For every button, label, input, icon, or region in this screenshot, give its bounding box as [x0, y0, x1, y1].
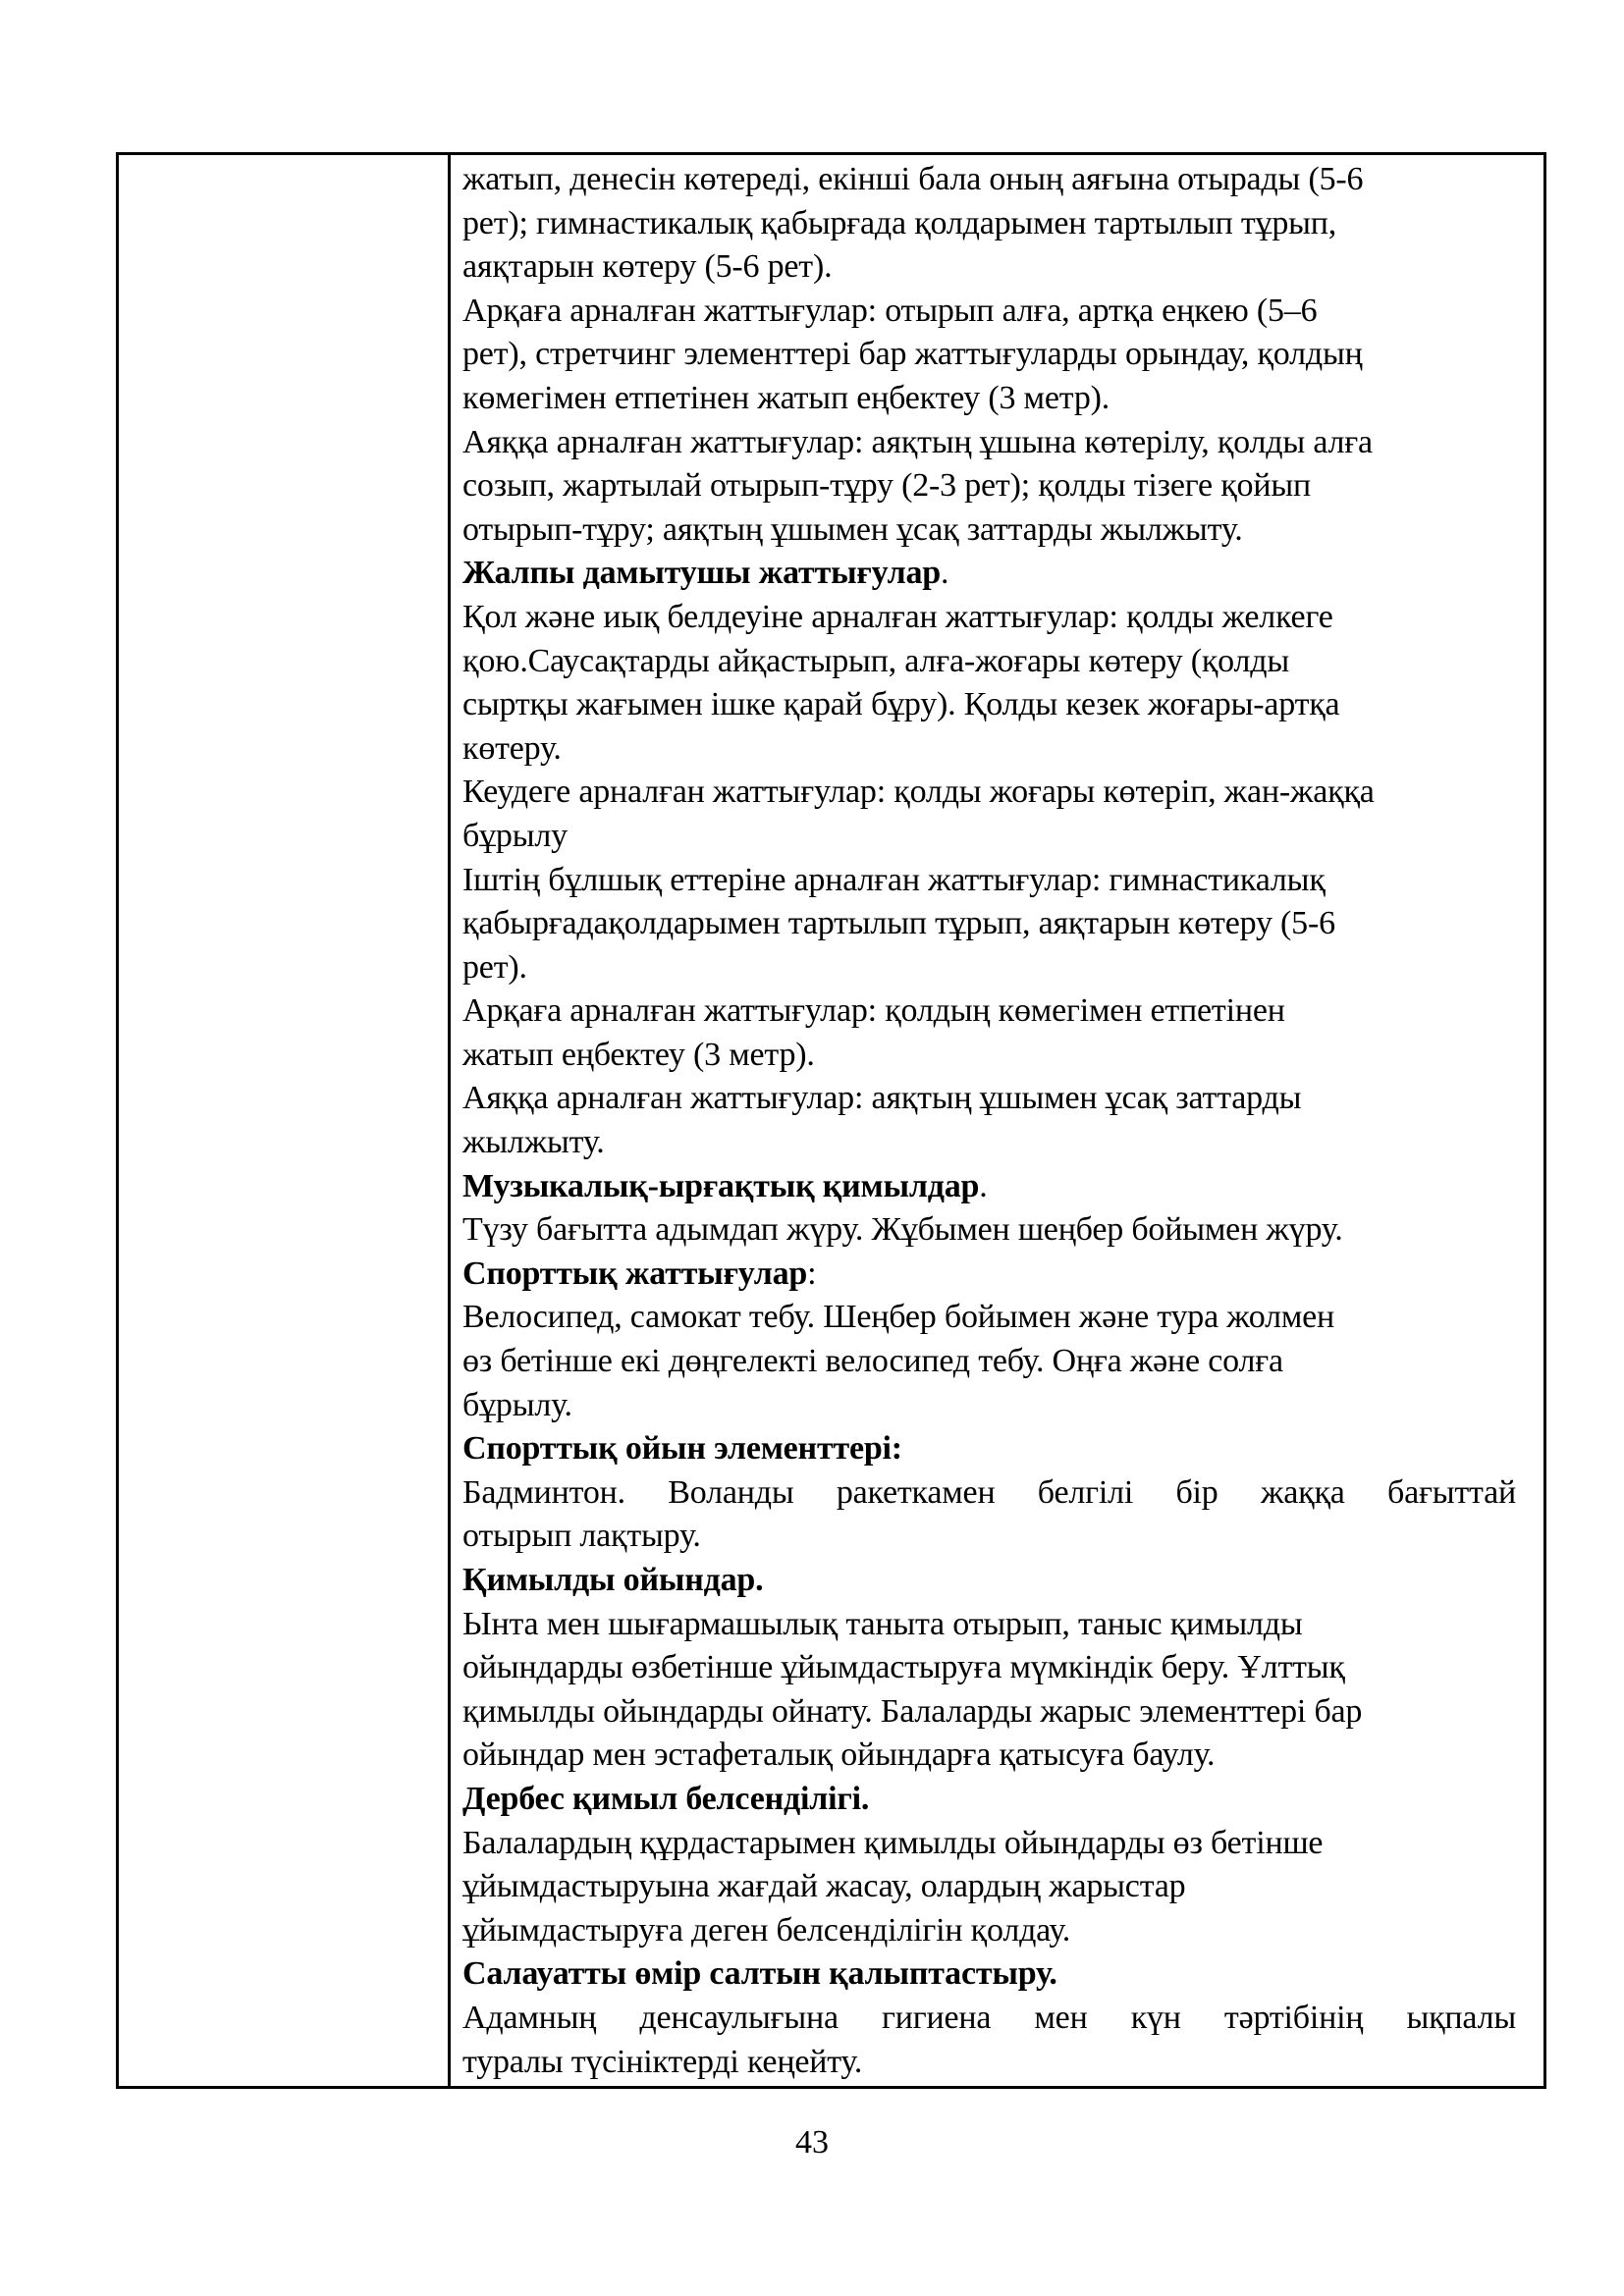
heading-text: Салауатты өмір салтын қалыптастыру.: [462, 1955, 1057, 1993]
content-table: [116, 152, 1546, 2089]
body-text: бұрылу.: [462, 1386, 572, 1423]
body-text: рет), стретчинг элементтері бар жаттығуларды орындау, қолдың: [462, 336, 1363, 373]
text-line: [462, 1778, 1516, 1822]
text-line: [462, 1296, 1516, 1340]
body-text: көтеру.: [462, 729, 562, 767]
body-text: жатып еңбектеу (3 метр).: [462, 1036, 815, 1073]
table-text-cell: [451, 155, 1543, 2086]
body-text: :: [807, 1255, 817, 1292]
text-line: [462, 1427, 1516, 1471]
heading-text: Қимылды ойындар.: [462, 1562, 764, 1598]
text-line: [462, 508, 1516, 553]
text-line: [462, 1909, 1516, 1953]
table-empty-cell: [119, 155, 451, 2086]
text-line: [462, 290, 1516, 334]
body-text: ұйымдастыруға деген белсенділігін қолдау.: [462, 1911, 1071, 1949]
text-line: [462, 1208, 1516, 1253]
text-line: [462, 1865, 1516, 1909]
body-text: Адамның денсаулығына гигиена мен күн тәртібінің ықпалы: [462, 1999, 1516, 2036]
text-line: [462, 377, 1516, 421]
body-text: Аяққа арналған жаттығулар: аяқтың ұшымен ұсақ заттарды: [462, 1080, 1302, 1117]
body-text: аяқтарын көтеру (5-6 рет).: [462, 248, 833, 286]
text-line: [462, 202, 1516, 246]
text-line: [462, 1997, 1516, 2041]
text-line: [462, 333, 1516, 377]
body-text: Түзу бағытта адымдап жүру. Жұбымен шеңбер бойымен жүру.: [462, 1211, 1343, 1249]
body-text: ойындар мен эстафеталық ойындарға қатысуға баулу.: [462, 1736, 1216, 1774]
text-line: [462, 245, 1516, 290]
text-line: [462, 2041, 1516, 2085]
text-line: [462, 815, 1516, 859]
text-line: [462, 771, 1516, 815]
body-text: қабырғадақолдарымен тартылып тұрып, аяқтарын көтеру (5-6: [462, 905, 1335, 942]
text-line: [462, 596, 1516, 640]
text-line: [462, 640, 1516, 684]
text-line: [462, 1471, 1516, 1516]
body-text: жылжыту.: [462, 1124, 605, 1161]
body-text: жатып, денесін көтереді, екінші бала оның аяғына отырады (5-6: [462, 161, 1364, 197]
body-text: Велосипед, самокат тебу. Шеңбер бойымен және тура жолмен: [462, 1299, 1335, 1336]
text-line: [462, 946, 1516, 990]
body-text: Аяққа арналған жаттығулар: аяқтың ұшына көтерілу, қолды алға: [462, 423, 1373, 460]
text-line: [462, 421, 1516, 465]
body-text: ұйымдастыруына жағдай жасау, олардың жарыстар: [462, 1868, 1186, 1905]
body-text: отырып лақтыру.: [462, 1518, 701, 1555]
body-text: .: [941, 555, 949, 592]
body-text: көмегімен етпетінен жатып еңбектеу (3 метр).: [462, 379, 1110, 416]
body-text: отырып-тұру; аяқтың ұшымен ұсақ заттарды жылжыту.: [462, 510, 1243, 548]
text-line: [462, 859, 1516, 903]
body-text: Арқаға арналған жаттығулар: отырып алға, артқа еңкею (5–6: [462, 292, 1318, 329]
body-text: Қол және иық белдеуіне арналған жаттығулар: қолды желкеге: [462, 598, 1333, 635]
text-line: [462, 158, 1516, 202]
heading-text: Спорттық ойын элементтері:: [462, 1430, 902, 1468]
body-text: рет).: [462, 948, 527, 986]
text-line: [462, 1690, 1516, 1735]
body-text: рет); гимнастикалық қабырғада қолдарымен тартылып тұрып,: [462, 204, 1337, 241]
text-line: [462, 683, 1516, 727]
body-text: туралы түсініктерді кеңейту.: [462, 2043, 863, 2080]
text-line: [462, 1165, 1516, 1209]
body-text: Іштің бұлшық еттеріне арналған жаттығулар: гимнастикалық: [462, 861, 1326, 898]
body-text: Бадминтон. Воланды ракеткамен белгілі бір жаққа бағыттай: [462, 1473, 1516, 1511]
text-line: [462, 1340, 1516, 1384]
body-text: созып, жартылай отырып-тұру (2-3 рет); қолды тізеге қойып: [462, 467, 1311, 505]
text-line: [462, 552, 1516, 596]
text-line: [462, 1734, 1516, 1778]
text-line: [462, 464, 1516, 508]
text-line: [462, 1603, 1516, 1647]
body-text: .: [979, 1167, 988, 1204]
text-line: [462, 1121, 1516, 1165]
body-text: қою.Саусақтарды айқастырып, алға-жоғары көтеру (қолды: [462, 642, 1290, 679]
body-text: Балалардың құрдастарымен қимылды ойындарды өз бетінше: [462, 1824, 1324, 1861]
text-line: [462, 727, 1516, 772]
text-line: [462, 1515, 1516, 1559]
text-line: [462, 1077, 1516, 1121]
text-line: [462, 1646, 1516, 1690]
heading-text: Жалпы дамытушы жаттығулар: [462, 555, 941, 592]
text-line: [462, 1559, 1516, 1603]
text-line: [462, 1034, 1516, 1078]
text-line: [462, 1384, 1516, 1428]
body-text: ойындарды өзбетінше ұйымдастыруға мүмкіндік беру. Ұлттық: [462, 1649, 1345, 1686]
text-line: [462, 902, 1516, 946]
body-text: Кеудеге арналған жаттығулар: қолды жоғары көтеріп, жан-жаққа: [462, 774, 1375, 811]
heading-text: Музыкалық-ырғақтық қимылдар: [462, 1167, 980, 1204]
text-line: [462, 1822, 1516, 1866]
body-text: өз бетінше екі дөңгелекті велосипед тебу. Оңға және солға: [462, 1343, 1283, 1380]
text-line: [462, 989, 1516, 1034]
body-text: бұрылу: [462, 817, 568, 854]
heading-text: Спорттық жаттығулар: [462, 1255, 808, 1292]
body-text: Арқаға арналған жаттығулар: қолдың көмегімен етпетінен: [462, 992, 1285, 1030]
text-line: [462, 1253, 1516, 1297]
heading-text: Дербес қимыл белсенділігі.: [462, 1780, 870, 1817]
text-line: [462, 1952, 1516, 1997]
body-text: Ынта мен шығармашылық таныта отырып, таныс қимылды: [462, 1605, 1303, 1642]
page-number: 43: [795, 2124, 829, 2161]
body-text: қимылды ойындарды ойнату. Балаларды жарыс элементтері бар: [462, 1692, 1363, 1730]
body-text: сыртқы жағымен ішке қарай бұру). Қолды кезек жоғары-артқа: [462, 686, 1340, 723]
